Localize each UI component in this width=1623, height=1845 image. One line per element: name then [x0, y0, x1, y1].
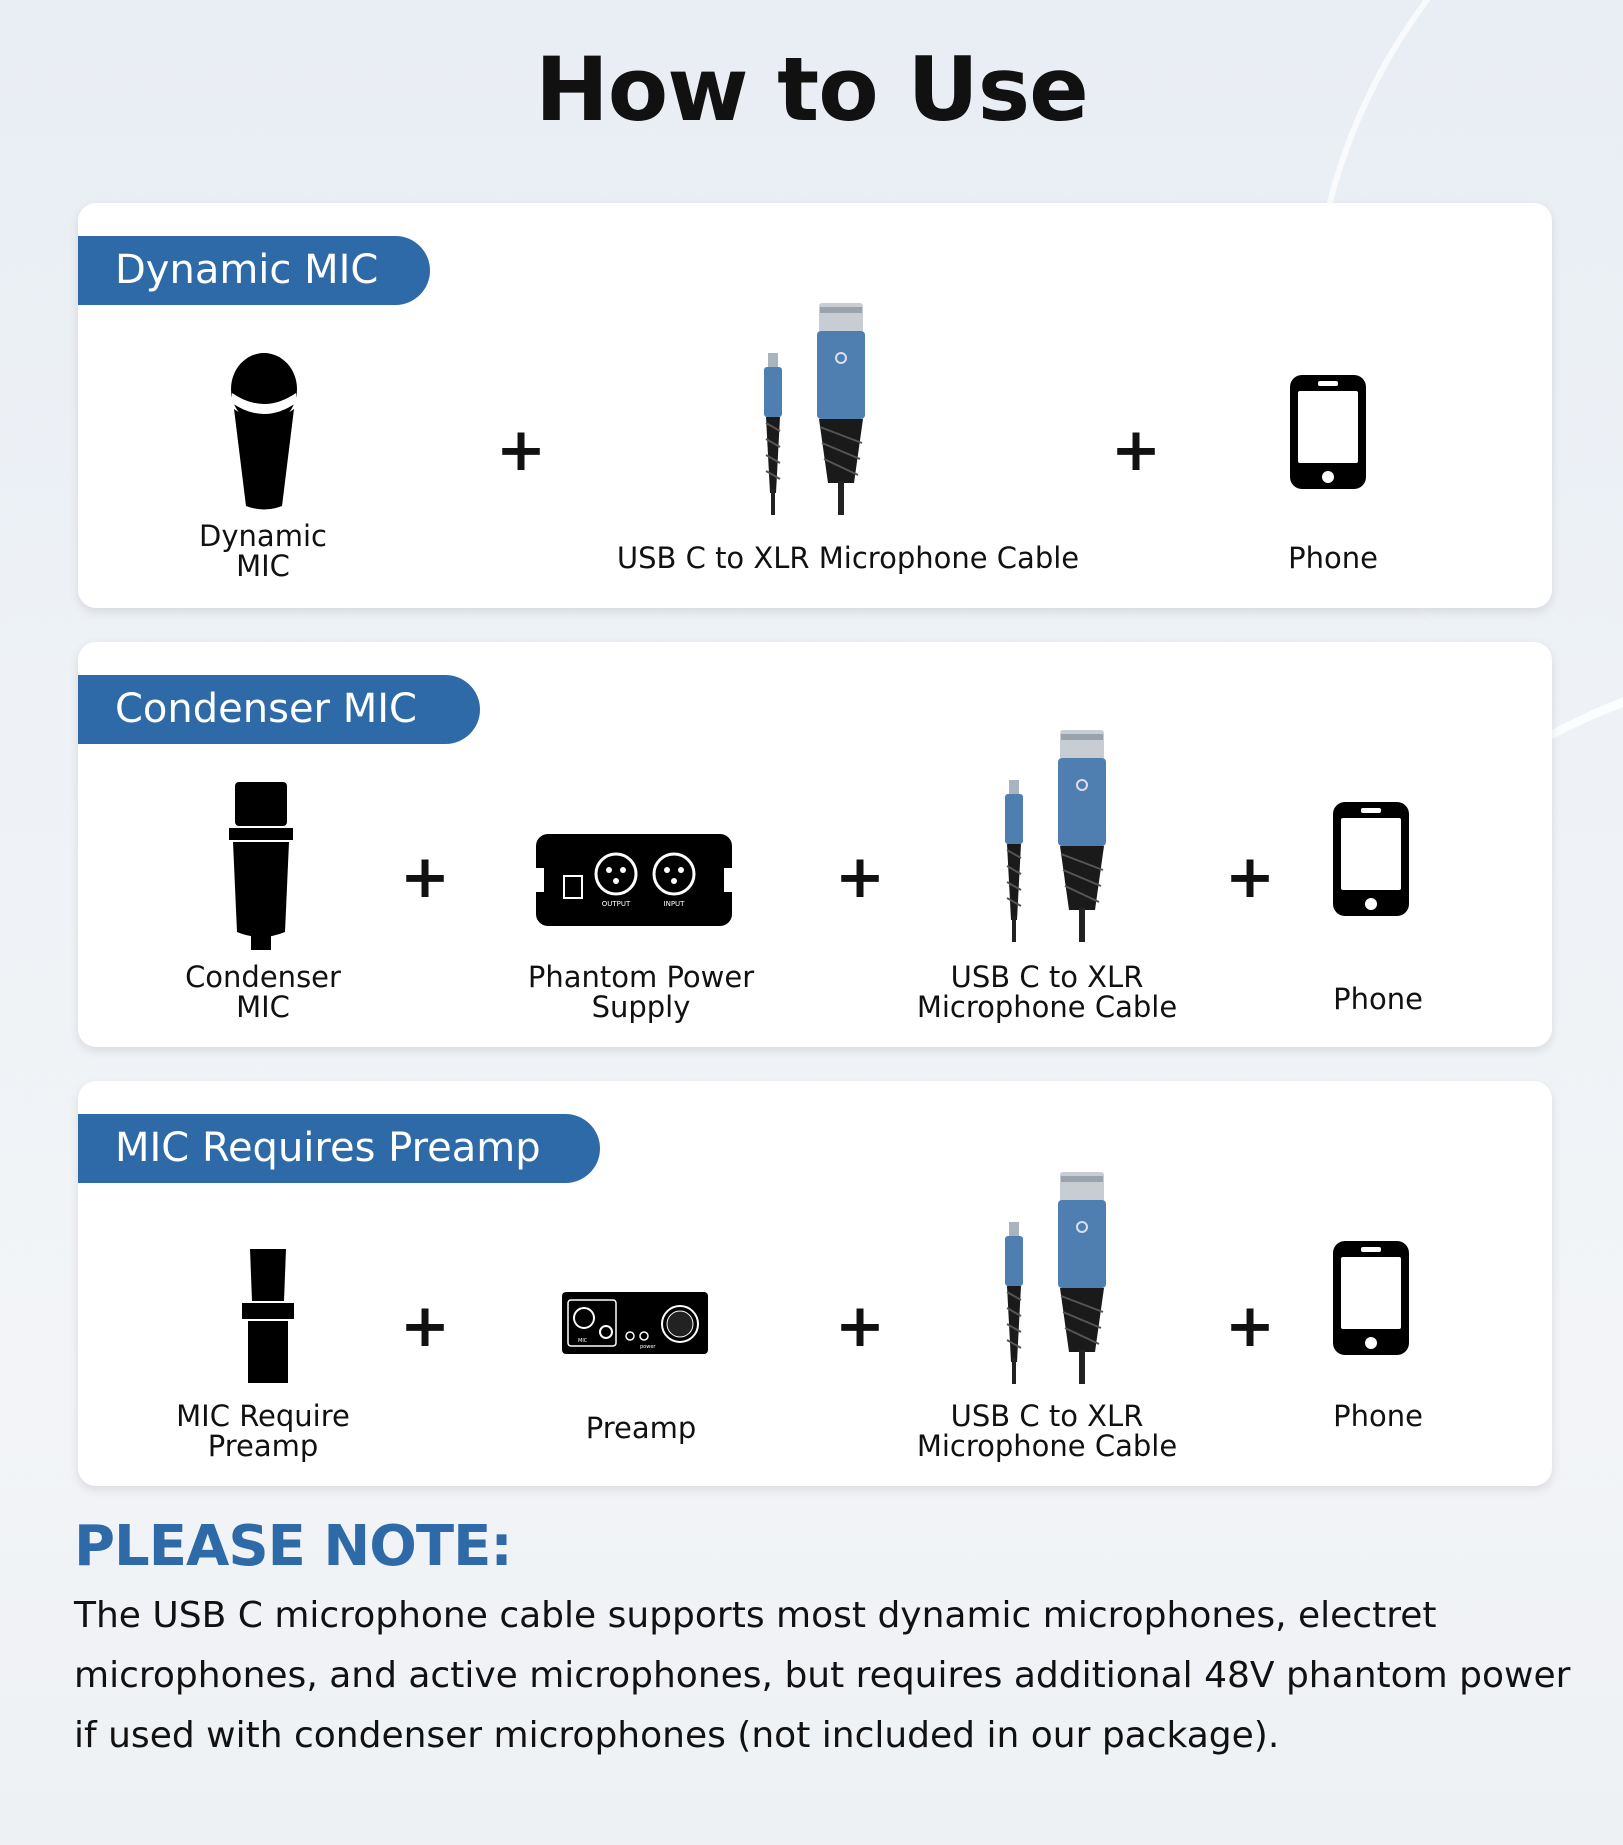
- section-tag: Dynamic MIC: [78, 236, 430, 305]
- item-label: Dynamic MIC: [199, 519, 327, 583]
- usb-c-xlr-cable-icon: [758, 303, 868, 515]
- item-label: Phone: [1333, 1399, 1423, 1433]
- condenser-mic-card: [78, 642, 1552, 1047]
- dynamic-mic-icon: [224, 351, 304, 511]
- item-label: USB C to XLR Microphone Cable: [916, 1399, 1178, 1463]
- page-title: How to Use: [535, 38, 1088, 141]
- section-tag: Condenser MIC: [78, 675, 480, 744]
- plus-sign: +: [1224, 842, 1276, 912]
- plus-sign: +: [399, 1291, 451, 1361]
- output-label: OUTPUT: [601, 900, 631, 908]
- phantom-power-supply-icon: [536, 834, 732, 926]
- item-label: Condenser MIC: [185, 960, 341, 1024]
- phone-icon: [1331, 800, 1411, 918]
- usb-c-xlr-cable-icon: [999, 1172, 1109, 1384]
- dynamic-mic-card: [78, 203, 1552, 608]
- plus-sign: +: [399, 842, 451, 912]
- section-tag: MIC Requires Preamp: [78, 1114, 600, 1183]
- plus-sign: +: [495, 415, 547, 485]
- item-label: MIC Require Preamp: [176, 1399, 350, 1463]
- plus-sign: +: [1110, 415, 1162, 485]
- item-label: USB C to XLR Microphone Cable: [916, 960, 1178, 1024]
- phone-icon: [1331, 1239, 1411, 1357]
- plus-sign: +: [834, 1291, 886, 1361]
- item-label: USB C to XLR Microphone Cable: [616, 541, 1080, 575]
- plus-sign: +: [1224, 1291, 1276, 1361]
- mic-label: MIC: [578, 1338, 588, 1344]
- note-body: The USB C microphone cable supports most dynamic microphones, electret microphones, and active microphones, but requires additional 48V phantom power if used with condenser microphones (not included in our package).: [74, 1595, 1571, 1756]
- phone-icon: [1288, 373, 1368, 491]
- item-label: Phone: [1333, 982, 1423, 1016]
- preamp-icon: [562, 1292, 708, 1354]
- item-label: Phone: [1288, 541, 1378, 575]
- item-label: Phantom Power Supply: [527, 960, 755, 1024]
- plus-sign: +: [834, 842, 886, 912]
- power-label: power: [640, 1344, 656, 1350]
- condenser-mic-icon: [229, 782, 293, 952]
- preamp-mic-icon: [242, 1249, 294, 1383]
- preamp-mic-card: [78, 1081, 1552, 1486]
- item-label: Preamp: [585, 1411, 697, 1445]
- input-label: INPUT: [663, 900, 685, 908]
- usb-c-xlr-cable-icon: [999, 730, 1109, 942]
- note-title: PLEASE NOTE:: [74, 1514, 512, 1579]
